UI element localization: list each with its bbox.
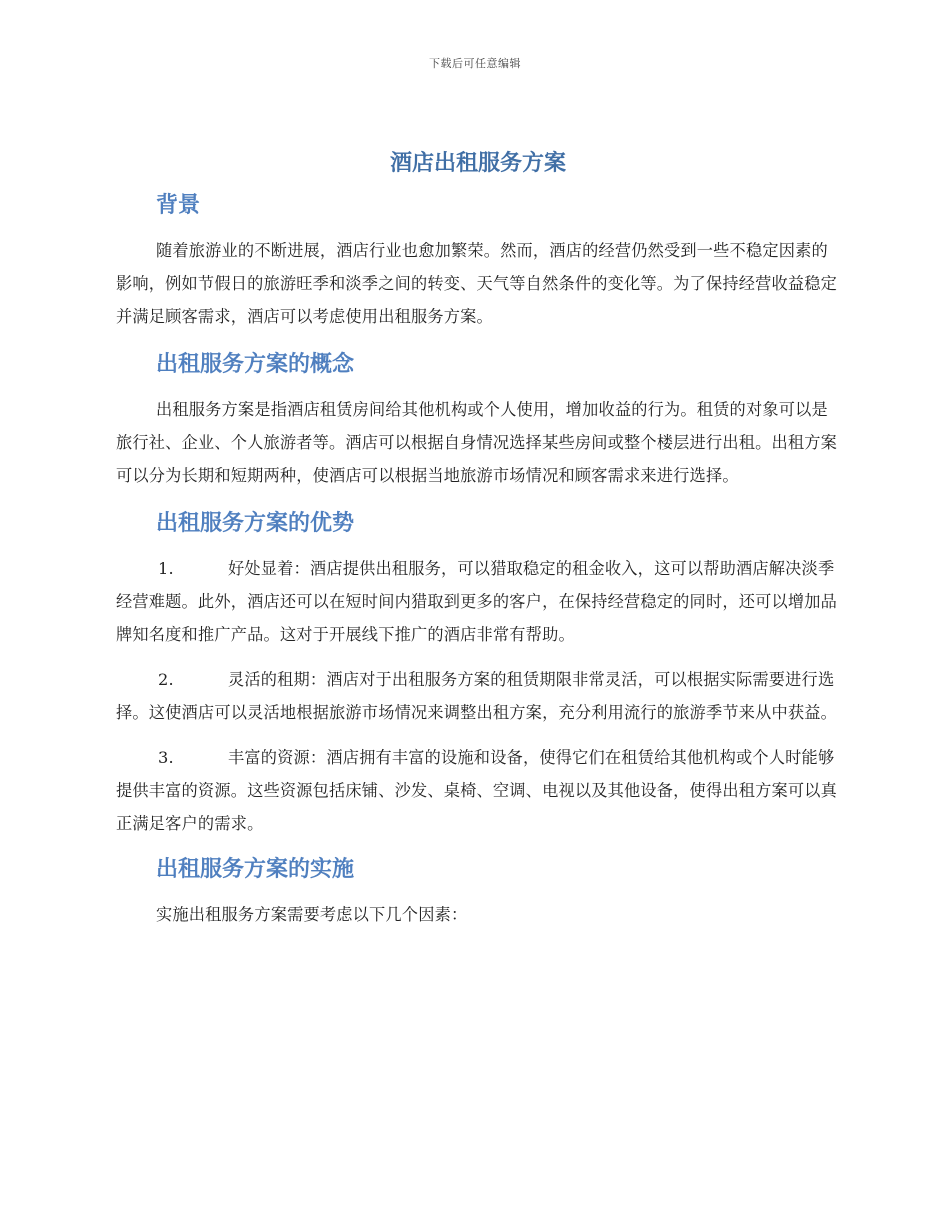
implementation-paragraph: 实施出租服务方案需要考虑以下几个因素： — [156, 905, 468, 924]
section-heading-background: 背景 — [156, 193, 201, 218]
section-heading-implementation: 出租服务方案的实施 — [156, 857, 355, 882]
list-item-text: 丰富的资源：酒店拥有丰富的设施和设备，使得它们在租赁给其他机构或个人时能够提供丰富的资源。这些资源包括床铺、沙发、桌椅、空调、电视以及其他设备，使得出租方案可以真正满足客户的需求。 — [116, 748, 838, 833]
list-item-text: 好处显着：酒店提供出租服务，可以猎取稳定的租金收入，这可以帮助酒店解决淡季经营难题。此外，酒店还可以在短时间内猎取到更多的客户，在保持经营稳定的同时，还可以增加品牌知名度和推广产品。这对于开展线下推广的酒店非常有帮助。 — [116, 559, 838, 644]
advantage-item-3 — [116, 741, 840, 840]
section-heading-concept: 出租服务方案的概念 — [156, 352, 355, 377]
list-number: 3. — [158, 748, 174, 767]
list-item-text: 灵活的租期：酒店对于出租服务方案的租赁期限非常灵活，可以根据实际需要进行选择。这使酒店可以灵活地根据旅游市场情况来调整出租方案，充分利用流行的旅游季节来从中获益。 — [116, 670, 838, 722]
background-paragraph: 随着旅游业的不断进展，酒店行业也愈加繁荣。然而，酒店的经营仍然受到一些不稳定因素的影响，例如节假日的旅游旺季和淡季之间的转变、天气等自然条件的变化等。为了保持经营收益稳定并满足顾客需求，酒店可以考虑使用出租服务方案。 — [116, 241, 838, 326]
document-title: 酒店出租服务方案 — [389, 151, 566, 176]
list-number: 2. — [158, 670, 174, 689]
page-header-note: 下载后可任意编辑 — [429, 57, 521, 70]
concept-paragraph: 出租服务方案是指酒店租赁房间给其他机构或个人使用，增加收益的行为。租赁的对象可以是旅行社、企业、个人旅游者等。酒店可以根据自身情况选择某些房间或整个楼层进行出租。出租方案可以分为长期和短期两种，使酒店可以根据当地旅游市场情况和顾客需求来进行选择。 — [116, 400, 838, 485]
advantage-item-2 — [116, 663, 840, 729]
section-heading-advantages: 出租服务方案的优势 — [156, 511, 355, 536]
advantage-item-1 — [116, 552, 840, 651]
list-number: 1. — [158, 559, 174, 578]
document-body — [116, 148, 840, 947]
